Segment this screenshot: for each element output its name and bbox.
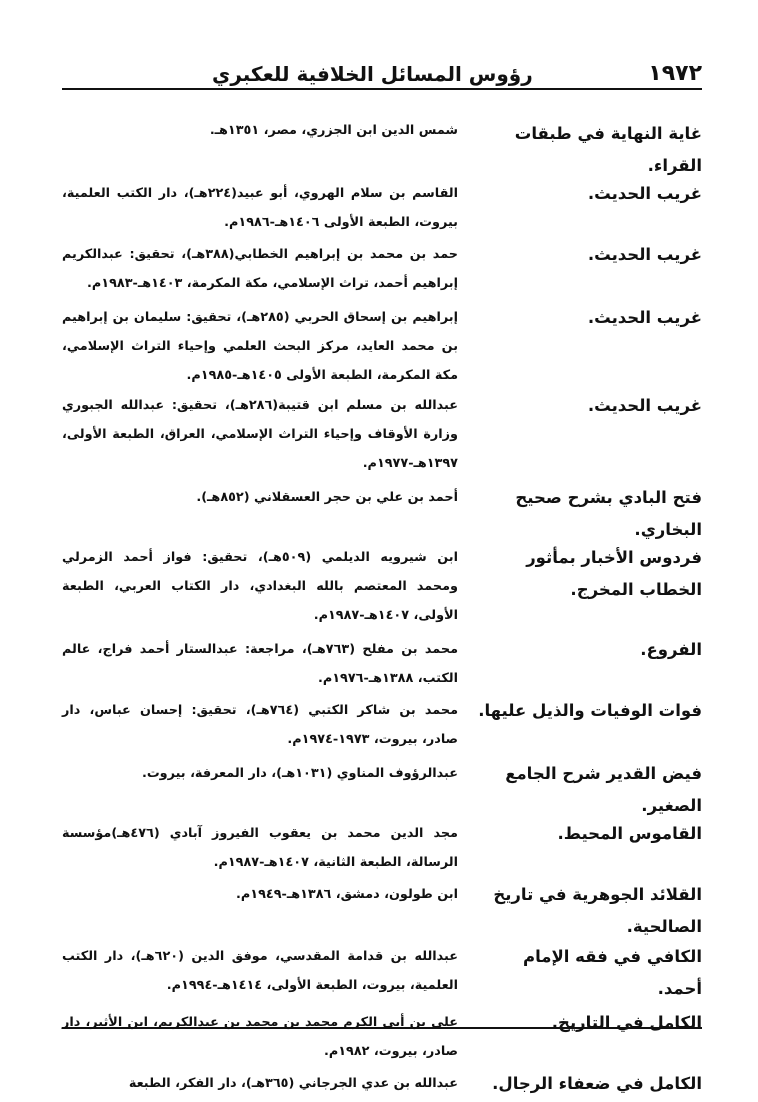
entry-description: القاسم بن سلام الهروي، أبو عبيد(٢٢٤هـ)، دار الكتب العلمية، بيروت، الطبعة الأولى ١٤٠٦هـ-١٩٨٦م. [62,186,458,230]
entry-title: القاموس المحيط. [557,824,702,843]
entry-description: حمد بن محمد بن إبراهيم الخطابي(٣٨٨هـ)، تحقيق: عبدالكريم إبراهيم أحمد، تراث الإسلامي، مكة المكرمة، ١٤٠٣هـ-١٩٨٣م. [62,247,458,291]
entry-title: غريب الحديث. [587,184,702,203]
bibliography-entry [62,1068,702,1100]
entry-description: أحمد بن علي بن حجر العسقلاني (٨٥٢هـ). [196,490,458,505]
entry-description: إبراهيم بن إسحاق الحربي (٢٨٥هـ)، تحقيق: سليمان بن إبراهيم بن محمد العايد، مركز البحث العلمي وإحياء التراث الإسلامي، مكة المكرمة، الطبعة الأولى ١٤٠٥هـ-١٩٨٥م. [62,310,458,383]
entry-title: غريب الحديث. [587,245,702,264]
entry-title: فوات الوفيات والذيل عليها. [478,701,702,720]
bibliography-entry [62,879,702,943]
bibliography-list [62,118,702,1100]
entry-description: محمد بن مفلح (٧٦٣هـ)، مراجعة: عبدالستار أحمد فراج، عالم الكتب، ١٣٨٨هـ-١٩٧٦م. [62,642,458,686]
bibliography-entry [62,390,702,478]
page-header [62,56,702,86]
entry-description: ابن شيرويه الديلمي (٥٠٩هـ)، تحقيق: فواز أحمد الزمرلي ومحمد المعتصم بالله البغدادي، دار الكتاب العربي، الطبعة الأولى، ١٤٠٧هـ-١٩٨٧م. [62,550,458,623]
header-rule [62,88,702,90]
bibliography-entry [62,302,702,390]
entry-description: عبدالرؤوف المناوي (١٠٣١هـ)، دار المعرفة، بيروت. [141,766,458,781]
bibliography-entry [62,941,702,1005]
bibliography-entry [62,634,702,693]
entry-description: عبدالله بن مسلم ابن قتيبة(٢٨٦هـ)، تحقيق: عبدالله الجبوري وزارة الأوقاف وإحياء التراث الإسلامي، العراق، الطبعة الأولى، ١٣٩٧هـ-١٩٧٧م. [62,398,458,471]
bibliography-entry [62,758,702,822]
entry-title: الفروع. [640,640,702,659]
entry-title: غريب الحديث. [587,396,702,415]
bibliography-entry [62,695,702,754]
entry-title: الكافي في فقه الإمام أحمد. [522,947,702,998]
entry-title: القلائد الجوهرية في تاريخ الصالحية. [493,885,702,936]
entry-description: عبدالله بن قدامة المقدسي، موفق الدين (٦٢٠هـ)، دار الكتب العلمية، بيروت، الطبعة الأولى، ١٤١٤هـ-١٩٩٤م. [62,949,459,993]
entry-title: الكامل في ضعفاء الرجال. [492,1074,702,1093]
page-number: ١٩٧٢ [648,61,702,86]
entry-title: فيض القدير شرح الجامع الصغير. [505,764,702,815]
bibliography-entry [62,542,702,630]
footer-rule [62,1027,702,1029]
entry-description: علي بن أبي الكرم محمد بن محمد بن عبدالكريم، ابن الأثير، دار صادر، بيروت، ١٩٨٢م. [62,1015,458,1059]
entry-description: عبدالله بن عدي الجرجاني (٣٦٥هـ)، دار الفكر، الطبعة [128,1076,458,1091]
entry-title: غريب الحديث. [587,308,702,327]
running-title: رؤوس المسائل الخلافية للعكبري [212,62,533,86]
entry-title: فتح البادي بشرح صحيح البخاري. [515,488,702,539]
bibliography-entry [62,118,702,182]
entry-title: فردوس الأخبار بمأثور الخطاب المخرج. [526,548,702,599]
entry-description: محمد بن شاكر الكتبي (٧٦٤هـ)، تحقيق: إحسان عباس، دار صادر، بيروت، ١٩٧٣-١٩٧٤م. [62,703,458,747]
entry-title: غاية النهاية في طبقات القراء. [514,124,702,175]
bibliography-entry [62,178,702,237]
bibliography-entry [62,239,702,298]
entry-description: مجد الدين محمد بن يعقوب الفيروز آبادي (٤٧٦هـ)مؤسسة الرسالة، الطبعة الثانية، ١٤٠٧هـ-١٩٨٧م. [62,826,458,870]
entry-title: الكامل في التاريخ. [551,1013,702,1032]
entry-description: شمس الدين ابن الجزري، مصر، ١٣٥١هـ. [209,123,458,138]
bibliography-entry [62,482,702,546]
bibliography-entry [62,1007,702,1066]
entry-description: ابن طولون، دمشق، ١٣٨٦هـ-١٩٤٩م. [236,887,458,902]
bibliography-entry [62,818,702,877]
